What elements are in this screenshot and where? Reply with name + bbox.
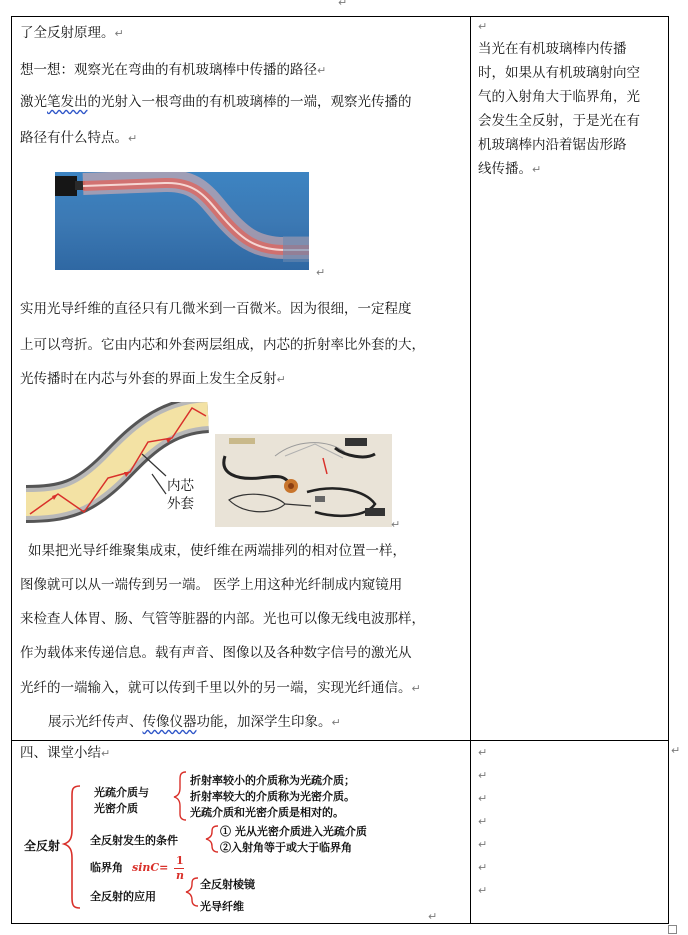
note-line: 气的入射角大于临界角，光	[478, 89, 640, 105]
table-border-bottom	[11, 923, 669, 924]
table-border-top	[11, 16, 669, 17]
paragraph-mark: ↵	[478, 20, 488, 33]
text-line: 激光笔发出的光射入一根弯曲的有机玻璃棒的一端，观察光传播的	[20, 94, 412, 110]
paragraph-mark: ↵	[391, 518, 401, 531]
text-line: 实用光导纤维的直径只有几微米到一百微米。因为很细，一定程度	[20, 301, 412, 317]
mindmap-leaf: 折射率较小的介质称为光疏介质；	[190, 774, 355, 787]
table-border-left	[11, 16, 12, 924]
text-line: 如果把光导纤维聚集成束，使纤维在两端排列的相对位置一样，	[28, 543, 406, 559]
mindmap-leaf: ②入射角等于或大于临界角	[220, 841, 352, 854]
mindmap-branch: 全反射的应用	[90, 890, 156, 903]
paragraph-mark: ↵	[316, 266, 326, 279]
summary-mindmap	[18, 766, 428, 916]
mindmap-branch: 光疏介质与	[94, 786, 149, 799]
formula-denominator: n	[176, 869, 184, 882]
paragraph-mark: ↵	[478, 769, 488, 782]
paragraph-mark: ↵	[338, 0, 348, 9]
mindmap-leaf: 折射率较大的介质称为光密介质。	[190, 790, 355, 803]
text-line: 路径有什么特点。↵	[20, 130, 138, 146]
paragraph-mark: ↵	[478, 815, 488, 828]
summary-heading: 四、课堂小结↵	[20, 745, 111, 761]
table-border-middle	[11, 740, 669, 741]
note-line: 会发生全反射，于是光在有	[478, 113, 640, 129]
mindmap-leaf: 全反射棱镜	[200, 878, 255, 891]
note-line: 当光在有机玻璃棒内传播	[478, 41, 627, 57]
mindmap-leaf: 光导纤维	[200, 900, 244, 913]
text-line: 展示光纤传声、传像仪器功能，加深学生印象。↵	[48, 714, 341, 730]
table-column-divider	[470, 16, 471, 924]
text-line: 作为载体来传递信息。载有声音、图像以及各种数字信号的激光从	[20, 645, 412, 661]
paragraph-mark: ↵	[478, 838, 488, 851]
table-border-right	[668, 16, 669, 924]
laser-acrylic-rod-photo	[55, 172, 309, 270]
fiber-optic-device-photo	[215, 434, 392, 527]
fiber-sheath-label: 外套	[167, 496, 194, 512]
paragraph-mark: ↵	[428, 910, 438, 923]
text-line: 了全反射原理。↵	[20, 25, 124, 41]
text-line: 上可以弯折。它由内芯和外套两层组成，内芯的折射率比外套的大，	[20, 337, 425, 353]
row-end-mark: ↵	[671, 744, 681, 757]
paragraph-mark: ↵	[478, 792, 488, 805]
text-line: 图像就可以从一端传到另一端。 医学上用这种光纤制成内窥镜用	[20, 577, 403, 593]
critical-angle-formula: sinC=	[132, 861, 169, 874]
text-line: 想一想：观察光在弯曲的有机玻璃棒中传播的路径↵	[20, 62, 327, 78]
mindmap-branch: 全反射发生的条件	[90, 834, 178, 847]
note-line: 线传播。↵	[478, 161, 542, 177]
note-line: 机玻璃棒内沿着锯齿形路	[478, 137, 627, 153]
mindmap-root: 全反射	[24, 839, 61, 853]
mindmap-leaf: ① 光从光密介质进入光疏介质	[220, 825, 367, 838]
text-line: 来检查人体胃、肠、气管等脏器的内部。光也可以像无线电波那样，	[20, 611, 425, 627]
note-line: 时，如果从有机玻璃射向空	[478, 65, 640, 81]
paragraph-mark: ↵	[478, 746, 488, 759]
mindmap-branch: 光密介质	[94, 802, 138, 815]
fiber-core-label: 内芯	[167, 478, 194, 494]
mindmap-leaf: 光疏介质和光密介质是相对的。	[190, 806, 344, 819]
formula-numerator: 1	[176, 854, 184, 867]
table-resize-handle[interactable]	[668, 925, 677, 934]
text-line: 光传播时在内芯与外套的界面上发生全反射↵	[20, 371, 286, 387]
paragraph-mark: ↵	[478, 884, 488, 897]
paragraph-mark: ↵	[478, 861, 488, 874]
text-line: 光纤的一端输入，就可以传到千里以外的另一端，实现光纤通信。↵	[20, 680, 421, 696]
mindmap-branch: 临界角	[90, 861, 123, 874]
